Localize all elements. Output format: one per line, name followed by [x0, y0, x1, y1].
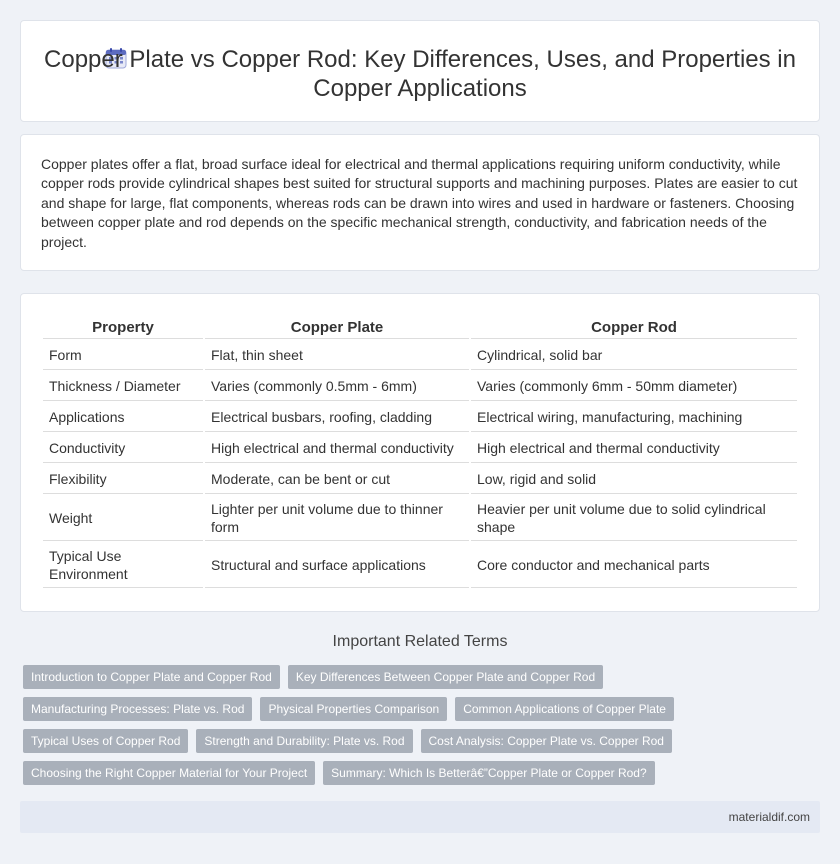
- intro-card: [20, 134, 820, 271]
- header-copper-rod: Copper Rod: [471, 317, 797, 339]
- table-cell: Cylindrical, solid bar: [471, 341, 797, 370]
- related-term-tag[interactable]: Key Differences Between Copper Plate and Copper Rod: [288, 665, 603, 689]
- related-term-tag[interactable]: Typical Uses of Copper Rod: [23, 729, 188, 753]
- table-cell: Flexibility: [43, 465, 203, 494]
- table-row: [43, 543, 797, 588]
- table-cell: Typical Use Environment: [43, 543, 203, 588]
- table-cell: Conductivity: [43, 434, 203, 463]
- related-term-tag[interactable]: Cost Analysis: Copper Plate vs. Copper Rod: [421, 729, 672, 753]
- related-term-tag[interactable]: Choosing the Right Copper Material for Your Project: [23, 761, 315, 785]
- table-cell: Flat, thin sheet: [205, 341, 469, 370]
- table-row: [43, 341, 797, 370]
- related-term-tag[interactable]: Introduction to Copper Plate and Copper Rod: [23, 665, 280, 689]
- related-term-tag[interactable]: Strength and Durability: Plate vs. Rod: [196, 729, 412, 753]
- header-copper-plate: Copper Plate: [205, 317, 469, 339]
- related-term-tag[interactable]: Common Applications of Copper Plate: [455, 697, 674, 721]
- table-cell: Thickness / Diameter: [43, 372, 203, 401]
- table-row: [43, 403, 797, 432]
- table-row: [43, 465, 797, 494]
- table-cell: Varies (commonly 6mm - 50mm diameter): [471, 372, 797, 401]
- table-cell: High electrical and thermal conductivity: [205, 434, 469, 463]
- table-cell: High electrical and thermal conductivity: [471, 434, 797, 463]
- related-terms-list: [23, 665, 823, 793]
- table-row: [43, 372, 797, 401]
- table-row: [43, 496, 797, 541]
- table-cell: Varies (commonly 0.5mm - 6mm): [205, 372, 469, 401]
- table-header-row: [43, 317, 797, 339]
- related-term-tag[interactable]: Summary: Which Is Betterâ€”Copper Plate or Copper Rod?: [323, 761, 654, 785]
- comparison-table-card: [20, 293, 820, 612]
- comparison-table: [41, 315, 799, 590]
- table-cell: Form: [43, 341, 203, 370]
- title-card: [20, 20, 820, 122]
- table-cell: Moderate, can be bent or cut: [205, 465, 469, 494]
- header-property: Property: [43, 317, 203, 339]
- table-cell: Structural and surface applications: [205, 543, 469, 588]
- table-cell: Weight: [43, 496, 203, 541]
- intro-paragraph: Copper plates offer a flat, broad surface ideal for electrical and thermal applications requiring uniform conductivity, while copper rods provide cylindrical shapes best suited for structural supports and machining purposes. Plates are easier to cut and shape for large, flat components, whereas rods can be drawn into wires and used in hardware or fasteners. Choosing between copper plate and rod depends on the specific mechanical strength, conductivity, and fabrication needs of the project.: [41, 156, 798, 250]
- table-cell: Lighter per unit volume due to thinner form: [205, 496, 469, 541]
- page-title: Copper Plate vs Copper Rod: Key Differences, Uses, and Properties in Copper Applications: [44, 46, 796, 102]
- related-term-tag[interactable]: Physical Properties Comparison: [260, 697, 447, 721]
- table-cell: Applications: [43, 403, 203, 432]
- related-terms-heading: Important Related Terms: [332, 633, 508, 650]
- table-cell: Core conductor and mechanical parts: [471, 543, 797, 588]
- table-cell: Electrical wiring, manufacturing, machining: [471, 403, 797, 432]
- table-cell: Heavier per unit volume due to solid cylindrical shape: [471, 496, 797, 541]
- table-cell: Low, rigid and solid: [471, 465, 797, 494]
- site-name[interactable]: materialdif.com: [728, 810, 810, 824]
- related-term-tag[interactable]: Manufacturing Processes: Plate vs. Rod: [23, 697, 252, 721]
- footer: [20, 801, 820, 833]
- table-row: [43, 434, 797, 463]
- table-cell: Electrical busbars, roofing, cladding: [205, 403, 469, 432]
